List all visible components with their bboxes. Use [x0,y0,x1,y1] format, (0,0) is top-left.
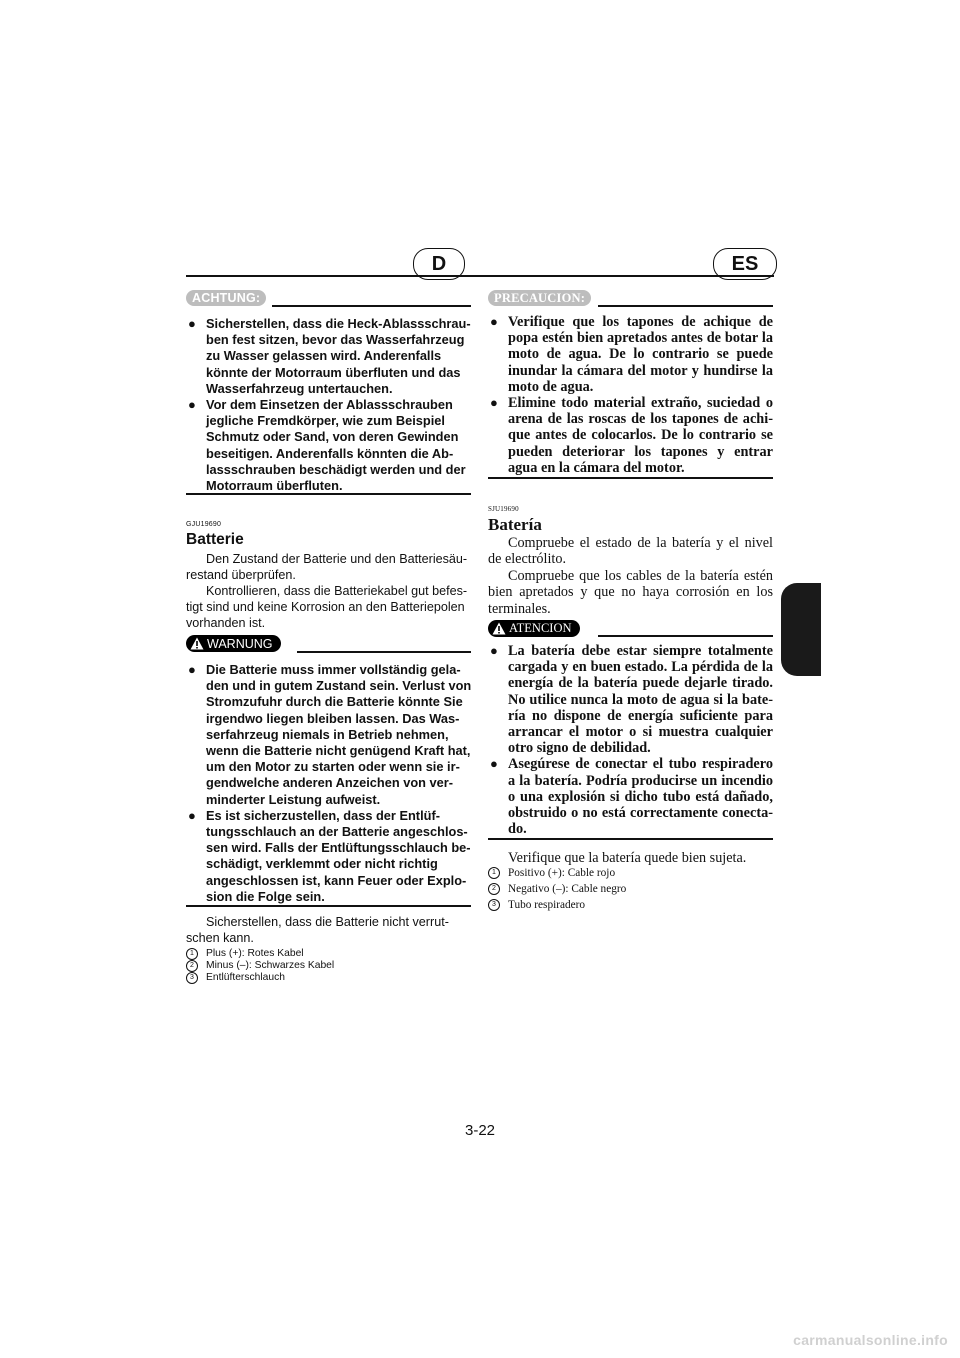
bullet-icon: ● [188,662,196,677]
de-warning-list [186,662,472,905]
bullet-icon: ● [188,807,196,823]
lang-label-de: D [431,252,447,275]
de-legend [186,948,334,984]
bullet-icon: ● [490,314,498,329]
es-caution-item: ● Elimine todo material extraño, suciedad o arena de las roscas de los tapones de achi-que antes de colocarlos. De lo contrario se pueden deteriorar los tapones y entrar agua en la cámara del motor. [490,395,773,476]
bullet-icon: ● [188,397,196,413]
callout-number: 1 [186,948,198,960]
es-warning-item: ● La batería debe estar siempre totalmente cargada y en buen estado. La pérdida de la energía de la batería puede dejarle tirado. No utilice nunca la moto de agua si la bate-ría no dispone de energía suficiente para arrancar el motor o si muestra cualquier otro signo de debilidad. [490,643,773,757]
warning-icon [492,622,506,635]
es-warning-label [488,620,580,637]
de-warning-end-line [186,905,471,907]
de-warning-label-text: WARNUNG [207,636,273,651]
lang-label-es: ES [731,252,759,275]
de-after-text: Sicherstellen, dass die Batterie nicht verrut-schen kann. [186,915,449,945]
es-warning-end-line [488,838,773,840]
callout-number: 2 [186,960,198,972]
legend-item: 3 Entlüfterschlauch [186,972,334,984]
de-caution-item: ● Vor dem Einsetzen der Ablassschrauben jegliche Fremdkörper, wie zum Beispiel Schmutz oder Sand, von deren Gewinden beseitigen. Anderenfalls könnten die Ab-lassschrauben beschädigt werden und der Motorraum überfluten. [188,397,466,494]
es-warning-item: ● Asegúrese de conectar el tubo respiradero a la batería. Podría producirse un incendio o una explosión si dicho tubo está dañado, obstruido o no está correctamente conecta-do. [490,756,773,838]
es-caution-label-text: PRECAUCION: [494,290,586,305]
es-caution-label-line [598,305,773,307]
legend-item: 2 Minus (–): Schwarzes Kabel [186,960,334,972]
de-paragraph: Den Zustand der Batterie und den Batteriesäu-restand überprüfen. [186,552,468,582]
de-caution-label [186,290,266,306]
legend-item: 3 Tubo respiradero [488,897,626,913]
de-warning-item: ● Die Batterie muss immer vollständig gela-den und in gutem Zustand sein. Verlust von Stromzufuhr durch die Batterie könnte Sie irgendwo liegen bleiben lassen. Das Was-serfahrzeug niemals in Betrieb nehmen, wenn die Batterie nicht genügend Kraft hat, um den Motor zu starten oder wenn sie ir-gendwelche anderen Anzeichen von ver-minderter Leistung aufweist. [188,662,472,807]
de-caution-label-text: ACHTUNG: [192,291,261,305]
es-heading: Batería [488,515,542,534]
de-heading: Batterie [186,531,244,548]
watermark: carmanualsonline.info [793,1332,948,1348]
chapter-tab [781,583,821,676]
es-warning-label-line [598,635,773,637]
page-number: 3-22 [464,1122,496,1139]
callout-number: 3 [186,972,198,984]
de-caution-label-line [272,305,471,307]
es-paragraph: Compruebe que los cables de la batería estén bien apretados y que no haya corrosión en los terminales. [488,568,773,617]
de-caution-end-line [186,493,471,495]
legend-item: 1 Positivo (+): Cable rojo [488,865,626,881]
es-warning-list [488,643,773,837]
es-section-code: SJU19690 [488,505,519,513]
de-warning-label [186,635,281,652]
bullet-icon: ● [490,643,498,658]
es-caution-end-line [488,477,773,479]
bullet-icon: ● [490,395,498,411]
de-paragraph: Kontrollieren, dass die Batteriekabel gut befes-tigt sind und keine Korrosion an den Batteriepolen vorhanden ist. [186,584,468,630]
de-caution-list [186,316,472,494]
es-after-text: Verifique que la batería quede bien sujeta. [508,850,747,866]
es-caution-list [488,314,773,476]
legend-item: 2 Negativo (–): Cable negro [488,881,626,897]
callout-number: 2 [488,883,500,895]
callout-number: 1 [488,867,500,879]
callout-number: 3 [488,899,500,911]
de-section-code: GJU19690 [186,521,222,528]
es-caution-item: ● Verifique que los tapones de achique de popa estén bien apretados antes de botar la moto de agua. De lo contrario se puede inundar la cámara del motor y hundirse la moto de agua. [490,314,773,395]
bullet-icon: ● [490,756,498,772]
es-paragraph: Compruebe el estado de la batería y el nivel de electrólito. [488,535,773,568]
header-rule [186,275,774,277]
es-caution-label [488,290,591,306]
es-warning-label-text: ATENCION [509,621,572,635]
de-caution-item: ● Sicherstellen, dass die Heck-Ablassschrau-ben fest sitzen, bevor das Wasserfahrzeug zu Wasser gelassen wird. Anderenfalls könnte der Motorraum überfluten und das Wasserfahrzeug untertauchen. [188,316,471,396]
bullet-icon: ● [188,316,196,331]
legend-item: 1 Plus (+): Rotes Kabel [186,948,334,960]
de-warning-item: ● Es ist sicherzustellen, dass der Entlüf-tungsschlauch an der Batterie angeschlos-sen wird. Falls der Entlüftungsschlauch be-schädigt, verklemmt oder nicht richtig angeschlossen ist, kann Feuer oder Explo-sion die Folge sein. [188,807,471,904]
warning-icon [190,637,204,650]
de-warning-label-line [297,651,471,653]
es-legend [488,865,626,913]
